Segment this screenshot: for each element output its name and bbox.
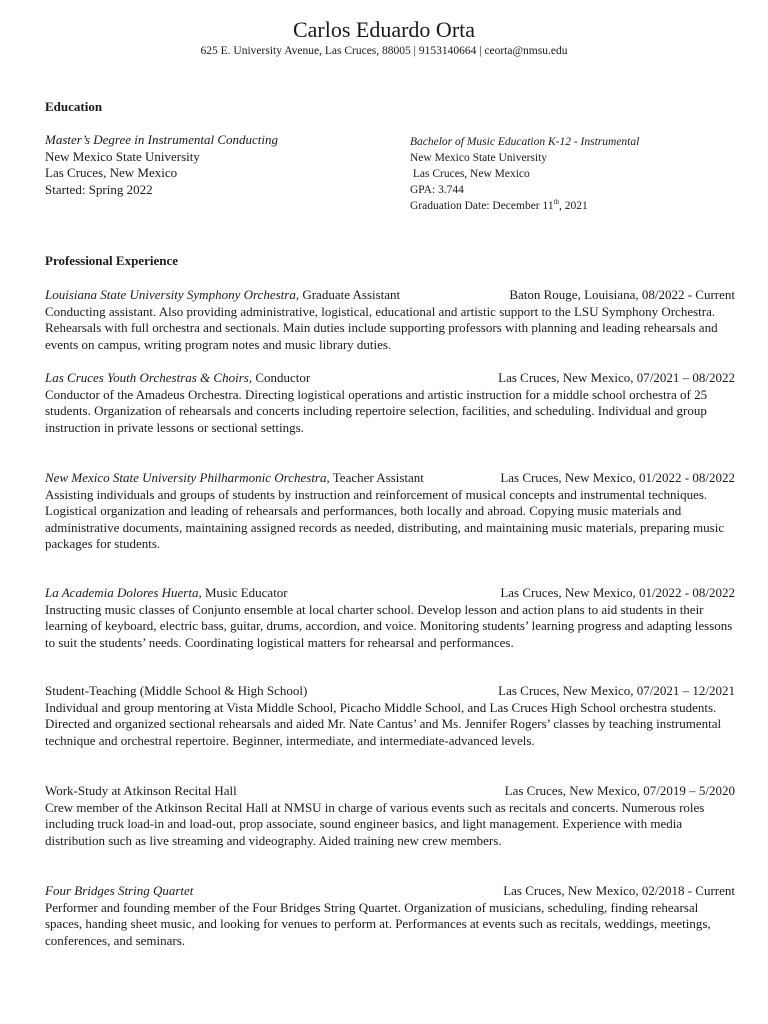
- entry-role: Graduate Assistant: [299, 287, 401, 302]
- resume-name: Carlos Eduardo Orta: [292, 17, 476, 42]
- entry-header: [45, 585, 735, 602]
- entry-description: Crew member of the Atkinson Recital Hall at NMSU in charge of various events such as recitals and concerts. Numerous roles including truck load-in and load-out, prop associate, sound engineer basics, and light management. Experience with media distribution such as live streaming and videography. Aided training new crew members.: [45, 799, 705, 848]
- entry-header: [45, 370, 735, 387]
- entry-description: Individual and group mentoring at Vista Middle School, Picacho Middle School, and Las Cruces High School orchestra students. Directed and organized sectional rehearsals and aided Mr. Nate Cantus’ and Ms. Jennifer Rogers’ classes by teaching instrumental technique and orchestral repertoire. Beginner, intermediate, and intermediate-advanced levels.: [45, 699, 722, 748]
- entry-location-dates: Las Cruces, New Mexico, 01/2022 - 08/2022: [500, 585, 735, 600]
- experience-entry: [45, 585, 735, 651]
- entry-description: Assisting individuals and groups of students by instruction and reinforcement of musical concepts and instrumental techniques. Logistical organization and leading of rehearsals and performances, both locally and abroad. Copying music materials and administrative documents, maintaining assigned records as needed, distributing, and maintaining music materials, preparing music packages for students.: [45, 486, 725, 551]
- masters-degree-block: [45, 132, 278, 198]
- entry-description: Instructing music classes of Conjunto ensemble at local charter school. Develop lesson and action plans to aid students in their learning of keyboard, electric bass, guitar, drums, accordion, and voice. Monitoring students’ learning progress and adapting lessons to suit the students’ needs. Coordinating logistical matters for rehearsal and performances.: [45, 601, 733, 650]
- entry-organization: Four Bridges String Quartet: [45, 883, 194, 898]
- entry-location-dates: Baton Rouge, Louisiana, 08/2022 - Current: [509, 287, 735, 302]
- masters-location: Las Cruces, New Mexico: [45, 165, 178, 180]
- experience-entry: [45, 683, 735, 749]
- experience-entry: [45, 370, 735, 436]
- entry-header: [45, 883, 735, 900]
- entry-title: [45, 370, 310, 387]
- masters-school: New Mexico State University: [45, 148, 200, 164]
- entry-role: , Teacher Assistant: [326, 470, 424, 485]
- entry-header: [45, 783, 735, 800]
- entry-role: , Conductor: [248, 370, 311, 385]
- entry-title: [45, 287, 400, 304]
- bachelors-graduation-date: [410, 198, 639, 214]
- entry-description: Performer and founding member of the Four Bridges String Quartet. Organization of musicians, scheduling, finding rehearsal spaces, handing sheet music, and looking for venues to perform at. Performances at events such as recitals, weddings, meetings, conferences, and seminars.: [45, 899, 711, 948]
- entry-title: [45, 883, 193, 900]
- experience-entry: [45, 470, 735, 553]
- entry-description: Conducting assistant. Also providing administrative, logistical, educational and artistic support to the LSU Symphony Orchestra. Rehearsals with full orchestra and sectionals. Main duties include supporting professors with planning and leading rehearsals and events on campus, writing program notes and music library duties.: [45, 303, 718, 352]
- entry-role: Student-Teaching (Middle School & High School): [45, 683, 308, 698]
- entry-title: [45, 783, 237, 800]
- bachelors-gpa: GPA: 3.744: [410, 184, 464, 196]
- education-heading: Education: [45, 99, 103, 114]
- experience-entry: [45, 883, 735, 949]
- entry-role: Music Educator: [201, 585, 288, 600]
- entry-organization: New Mexico State University Philharmonic Orchestra: [45, 470, 327, 485]
- experience-entry: [45, 783, 735, 849]
- entry-location-dates: Las Cruces, New Mexico, 07/2021 – 12/2021: [498, 683, 735, 698]
- entry-title: [45, 683, 307, 700]
- experience-heading: Professional Experience: [45, 253, 178, 268]
- masters-start-date: Started: Spring 2022: [45, 181, 153, 197]
- entry-header: [45, 683, 735, 700]
- entry-header: [45, 287, 735, 304]
- masters-degree-title: Master’s Degree in Instrumental Conducting: [45, 132, 279, 147]
- bachelors-degree-block: [410, 134, 639, 214]
- bachelors-school: New Mexico State University: [410, 152, 548, 164]
- entry-location-dates: Las Cruces, New Mexico, 02/2018 - Current: [503, 883, 735, 898]
- bachelors-degree-title: Bachelor of Music Education K-12 - Instrumental: [410, 136, 640, 148]
- entry-header: [45, 470, 735, 487]
- entry-organization: La Academia Dolores Huerta,: [45, 585, 202, 600]
- contact-line: 625 E. University Avenue, Las Cruces, 88005 | 9153140664 | ceorta@nmsu.edu: [200, 45, 568, 57]
- entry-organization: Las Cruces Youth Orchestras & Choirs: [45, 370, 249, 385]
- entry-title: [45, 470, 424, 487]
- entry-title: [45, 585, 288, 602]
- entry-role: Work-Study at Atkinson Recital Hall: [45, 783, 237, 798]
- entry-location-dates: Las Cruces, New Mexico, 07/2021 – 08/2022: [498, 370, 735, 385]
- entry-description: Conductor of the Amadeus Orchestra. Directing logistical operations and artistic instruction for a middle school orchestra of 25 students. Organization of rehearsals and concerts including repertoire selection, facilities, and scheduling. Individual and group instruction in private lessons or sectional settings.: [45, 386, 708, 435]
- graduation-date-text: Graduation Date: December 11: [410, 200, 554, 212]
- experience-entry: [45, 287, 735, 353]
- bachelors-location: Las Cruces, New Mexico: [410, 168, 530, 180]
- entry-organization: Louisiana State University Symphony Orchestra,: [45, 287, 300, 302]
- entry-location-dates: Las Cruces, New Mexico, 07/2019 – 5/2020: [504, 783, 735, 798]
- entry-location-dates: Las Cruces, New Mexico, 01/2022 - 08/2022: [500, 470, 735, 485]
- graduation-date-year: , 2021: [559, 200, 588, 212]
- graduation-date-superscript: th: [553, 198, 560, 207]
